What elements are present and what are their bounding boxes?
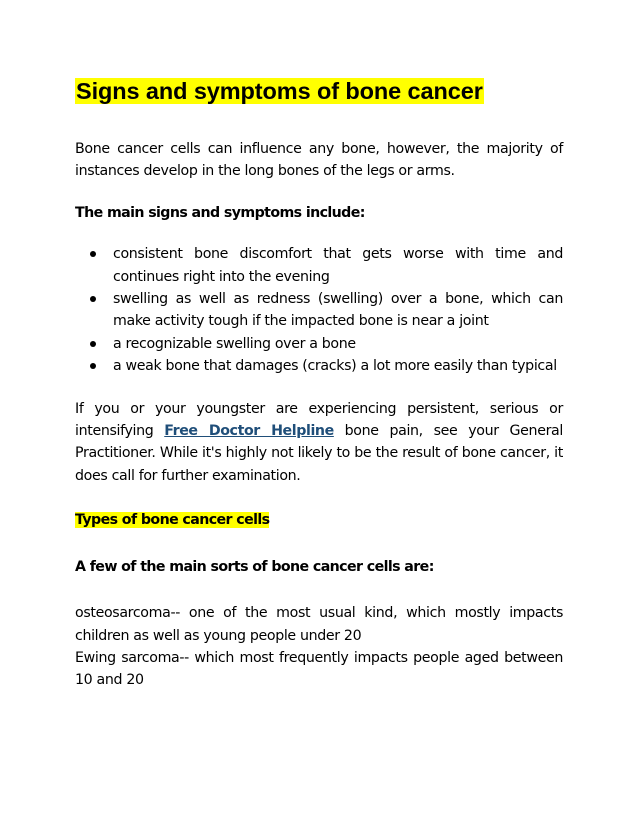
sorts-list — [75, 602, 563, 692]
page-title-text: Signs and symptoms of bone cancer — [76, 78, 483, 104]
free-doctor-helpline-link[interactable]: Free Doctor Helpline — [164, 423, 334, 440]
sort-item: Ewing sarcoma-- which most frequently impacts people aged between 10 and 20 — [75, 649, 563, 689]
list-item: a weak bone that damages (cracks) a lot more easily than typical — [113, 355, 563, 377]
advice-text-start: If you or your youngster are experiencing persistent, serious or intensifying — [75, 400, 563, 440]
advice-paragraph — [75, 398, 563, 488]
page-title — [75, 76, 563, 106]
types-heading — [75, 509, 563, 531]
sorts-heading: A few of the main sorts of bone cancer cells are: — [75, 558, 434, 575]
list-item: a recognizable swelling over a bone — [113, 333, 563, 355]
symptoms-heading: The main signs and symptoms include: — [75, 204, 365, 221]
symptoms-list — [75, 243, 563, 377]
list-item: consistent bone discomfort that gets worse with time and continues right into the evening — [113, 243, 563, 288]
types-heading-text: Types of bone cancer cells — [75, 512, 270, 529]
sort-item: osteosarcoma-- one of the most usual kind, which mostly impacts children as well as young people under 20 — [75, 605, 563, 644]
advice-text-end: bone pain, see your General Practitioner. While it's highly not likely to be the result of bone cancer, it does call for further examination. — [75, 423, 563, 484]
list-item: swelling as well as redness (swelling) over a bone, which can make activity tough if the impacted bone is near a joint — [113, 288, 563, 333]
intro-paragraph: Bone cancer cells can influence any bone, however, the majority of instances develop in the long bones of the legs or arms. — [75, 141, 563, 180]
